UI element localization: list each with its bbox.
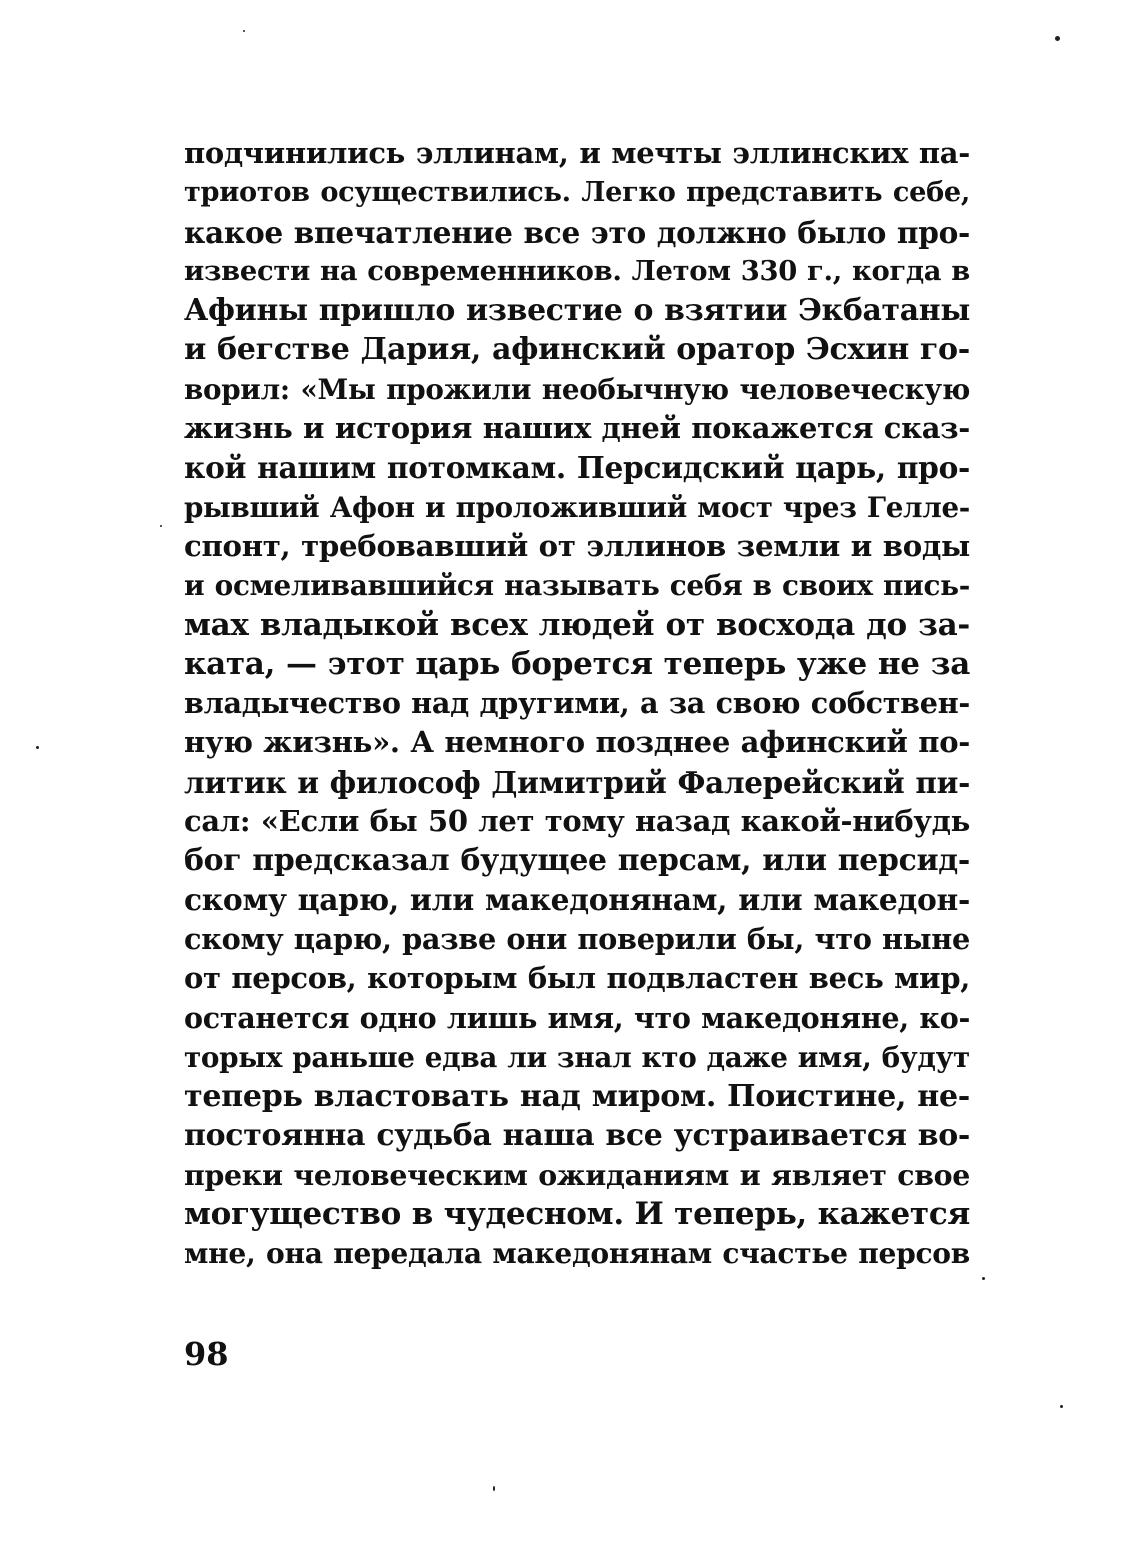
- text-line: триотов осуществились. Легко представить себе,: [184, 177, 970, 209]
- text-line: скому царю, или македонянам, или македон-: [184, 882, 970, 918]
- text-line: ката, — этот царь борется теперь уже не за: [184, 645, 970, 682]
- scan-speck: [1060, 1405, 1063, 1408]
- text-line: спонт, требовавший от эллинов земли и воды: [184, 528, 970, 563]
- text-line: теперь властовать над миром. Поистине, не-: [184, 1079, 970, 1115]
- text-line: мне, она передала македонянам счастье персов: [184, 1237, 970, 1271]
- scan-speck: [243, 30, 245, 32]
- text-line: и осмеливавшийся называть себя в своих пись-: [184, 569, 970, 603]
- text-line: подчинились эллинам, и мечты эллинских па-: [184, 136, 970, 170]
- body-text: [184, 134, 970, 1274]
- text-line: литик и философ Димитрий Фалерейский пи-: [184, 764, 970, 800]
- text-line: преки человеческим ожиданиям и являет свое: [184, 1157, 970, 1192]
- text-line: ную жизнь». А немного позднее афинский по-: [184, 725, 970, 760]
- text-line: останется одно лишь имя, что македоняне, ко-: [184, 1000, 970, 1035]
- text-line: могущество в чудесном. И теперь, кажется: [184, 1196, 970, 1233]
- scan-speck: [36, 746, 39, 749]
- scan-speck: [982, 1277, 985, 1280]
- page-number: 98: [184, 1335, 229, 1373]
- text-line: ворил: «Мы прожили необычную человеческую: [184, 372, 970, 406]
- text-line: извести на современников. Летом 330 г., когда в: [184, 254, 970, 287]
- text-line: жизнь и история наших дней покажется сказ-: [184, 411, 970, 446]
- text-line: кой нашим потомкам. Персидский царь, про-: [184, 450, 970, 486]
- text-line: скому царю, разве они поверили бы, что ныне: [184, 921, 970, 956]
- scan-speck: [493, 1486, 495, 1491]
- text-line: постоянна судьба наша все устраивается во-: [184, 1118, 970, 1154]
- text-line: торых раньше едва ли знал кто даже имя, будут: [184, 1040, 970, 1074]
- text-line: рывший Афон и проложивший мост чрез Гелле-: [184, 490, 970, 524]
- text-line: мах владыкой всех людей от восхода до за-: [184, 606, 970, 643]
- text-line: и бегстве Дария, афинский оратор Эсхин го-: [184, 332, 970, 368]
- text-line: от персов, которым был подвластен весь мир,: [184, 961, 970, 996]
- scan-speck: [1055, 36, 1060, 41]
- text-line: сал: «Если бы 50 лет тому назад какой-нибудь: [184, 804, 970, 839]
- text-line: бог предсказал будущее персам, или персид-: [184, 843, 970, 879]
- text-line: Афины пришло известие о взятии Экбатаны: [184, 293, 970, 329]
- text-line: владычество над другими, а за свою собствен-: [184, 686, 970, 721]
- text-line: какое впечатление все это должно было про-: [184, 214, 970, 250]
- scan-speck: [160, 525, 162, 527]
